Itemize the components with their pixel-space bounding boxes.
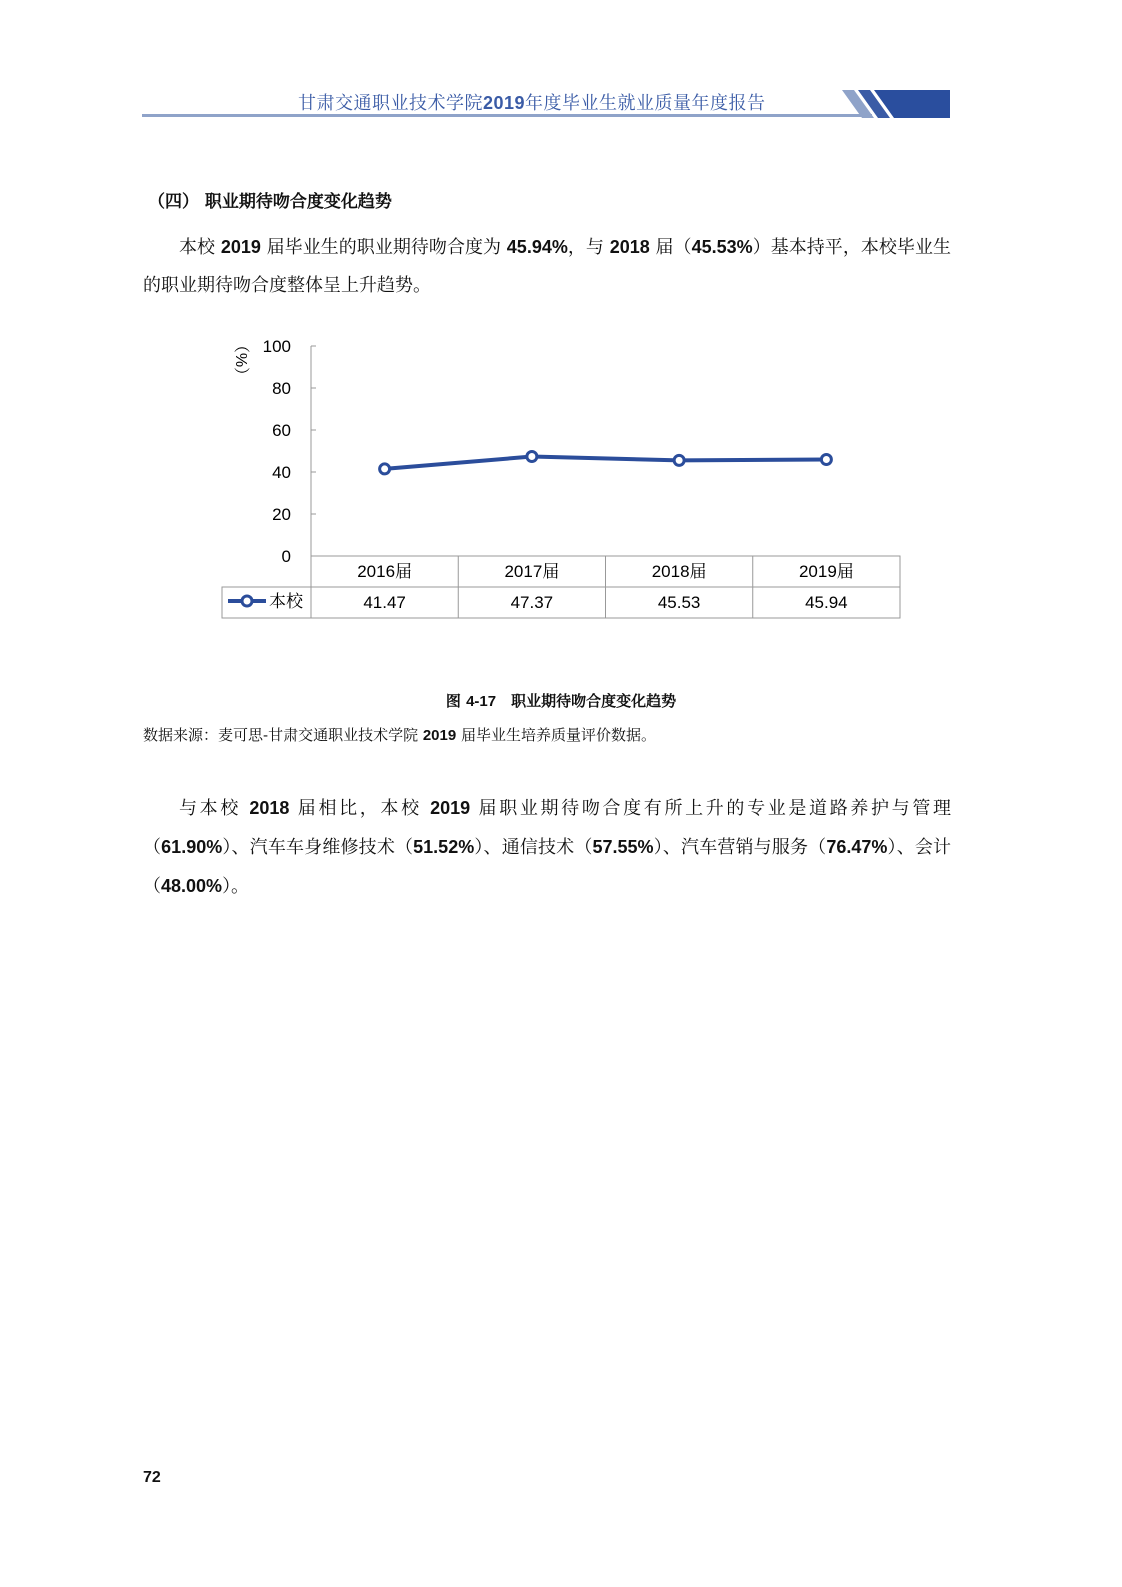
section-title: （四） 职业期待吻合度变化趋势 [148, 192, 392, 212]
header-title-pre: 甘肃交通职业技术学院 [298, 93, 483, 114]
legend-label: 本校 [269, 592, 303, 611]
page-number: 72 [143, 1469, 161, 1486]
y-tick-label: 0 [281, 547, 291, 566]
data-point [380, 464, 390, 474]
data-table-value: 45.94 [805, 593, 848, 612]
y-axis-label: （%） [232, 336, 249, 384]
series-line [385, 457, 827, 469]
y-tick-label: 80 [272, 379, 291, 398]
data-point [527, 452, 537, 462]
line-chart [0, 0, 1122, 640]
category-label: 2019届 [798, 562, 854, 581]
y-tick-label: 20 [272, 505, 291, 524]
data-point [674, 455, 684, 465]
category-label: 2016届 [357, 562, 413, 581]
legend-marker [242, 596, 252, 606]
y-tick-label: 40 [272, 463, 291, 482]
y-tick-label: 60 [272, 421, 291, 440]
header-title-year: 2019 [483, 93, 526, 113]
y-tick-label: 100 [262, 337, 291, 356]
data-table-value: 45.53 [657, 593, 701, 612]
data-table-row-border [222, 587, 900, 618]
data-source-note: 数据来源：麦可思-甘肃交通职业技术学院 2019 届毕业生培养质量评价数据。 [143, 726, 656, 744]
paragraph-2: 与本校 2018 届相比，本校 2019 届职业期待吻合度有所上升的专业是道路养护与管理（61.90%）、汽车车身维修技术（51.52%）、通信技术（57.55%）、汽车营销与服务（76.47%）、会计（48.00%）。 [143, 798, 952, 897]
data-table-value: 41.47 [363, 593, 406, 612]
category-label: 2017届 [504, 562, 560, 581]
figure-caption: 图 4-17 职业期待吻合度变化趋势 [445, 692, 677, 710]
category-label: 2018届 [651, 562, 707, 581]
data-point [821, 455, 831, 465]
paragraph-1: 本校 2019 届毕业生的职业期待吻合度为 45.94%，与 2018 届（45.53%）基本持平，本校毕业生的职业期待吻合度整体呈上升趋势。 [143, 237, 951, 296]
data-table-value: 47.37 [510, 593, 554, 612]
header-title-post: 年度毕业生就业质量年度报告 [525, 93, 766, 114]
